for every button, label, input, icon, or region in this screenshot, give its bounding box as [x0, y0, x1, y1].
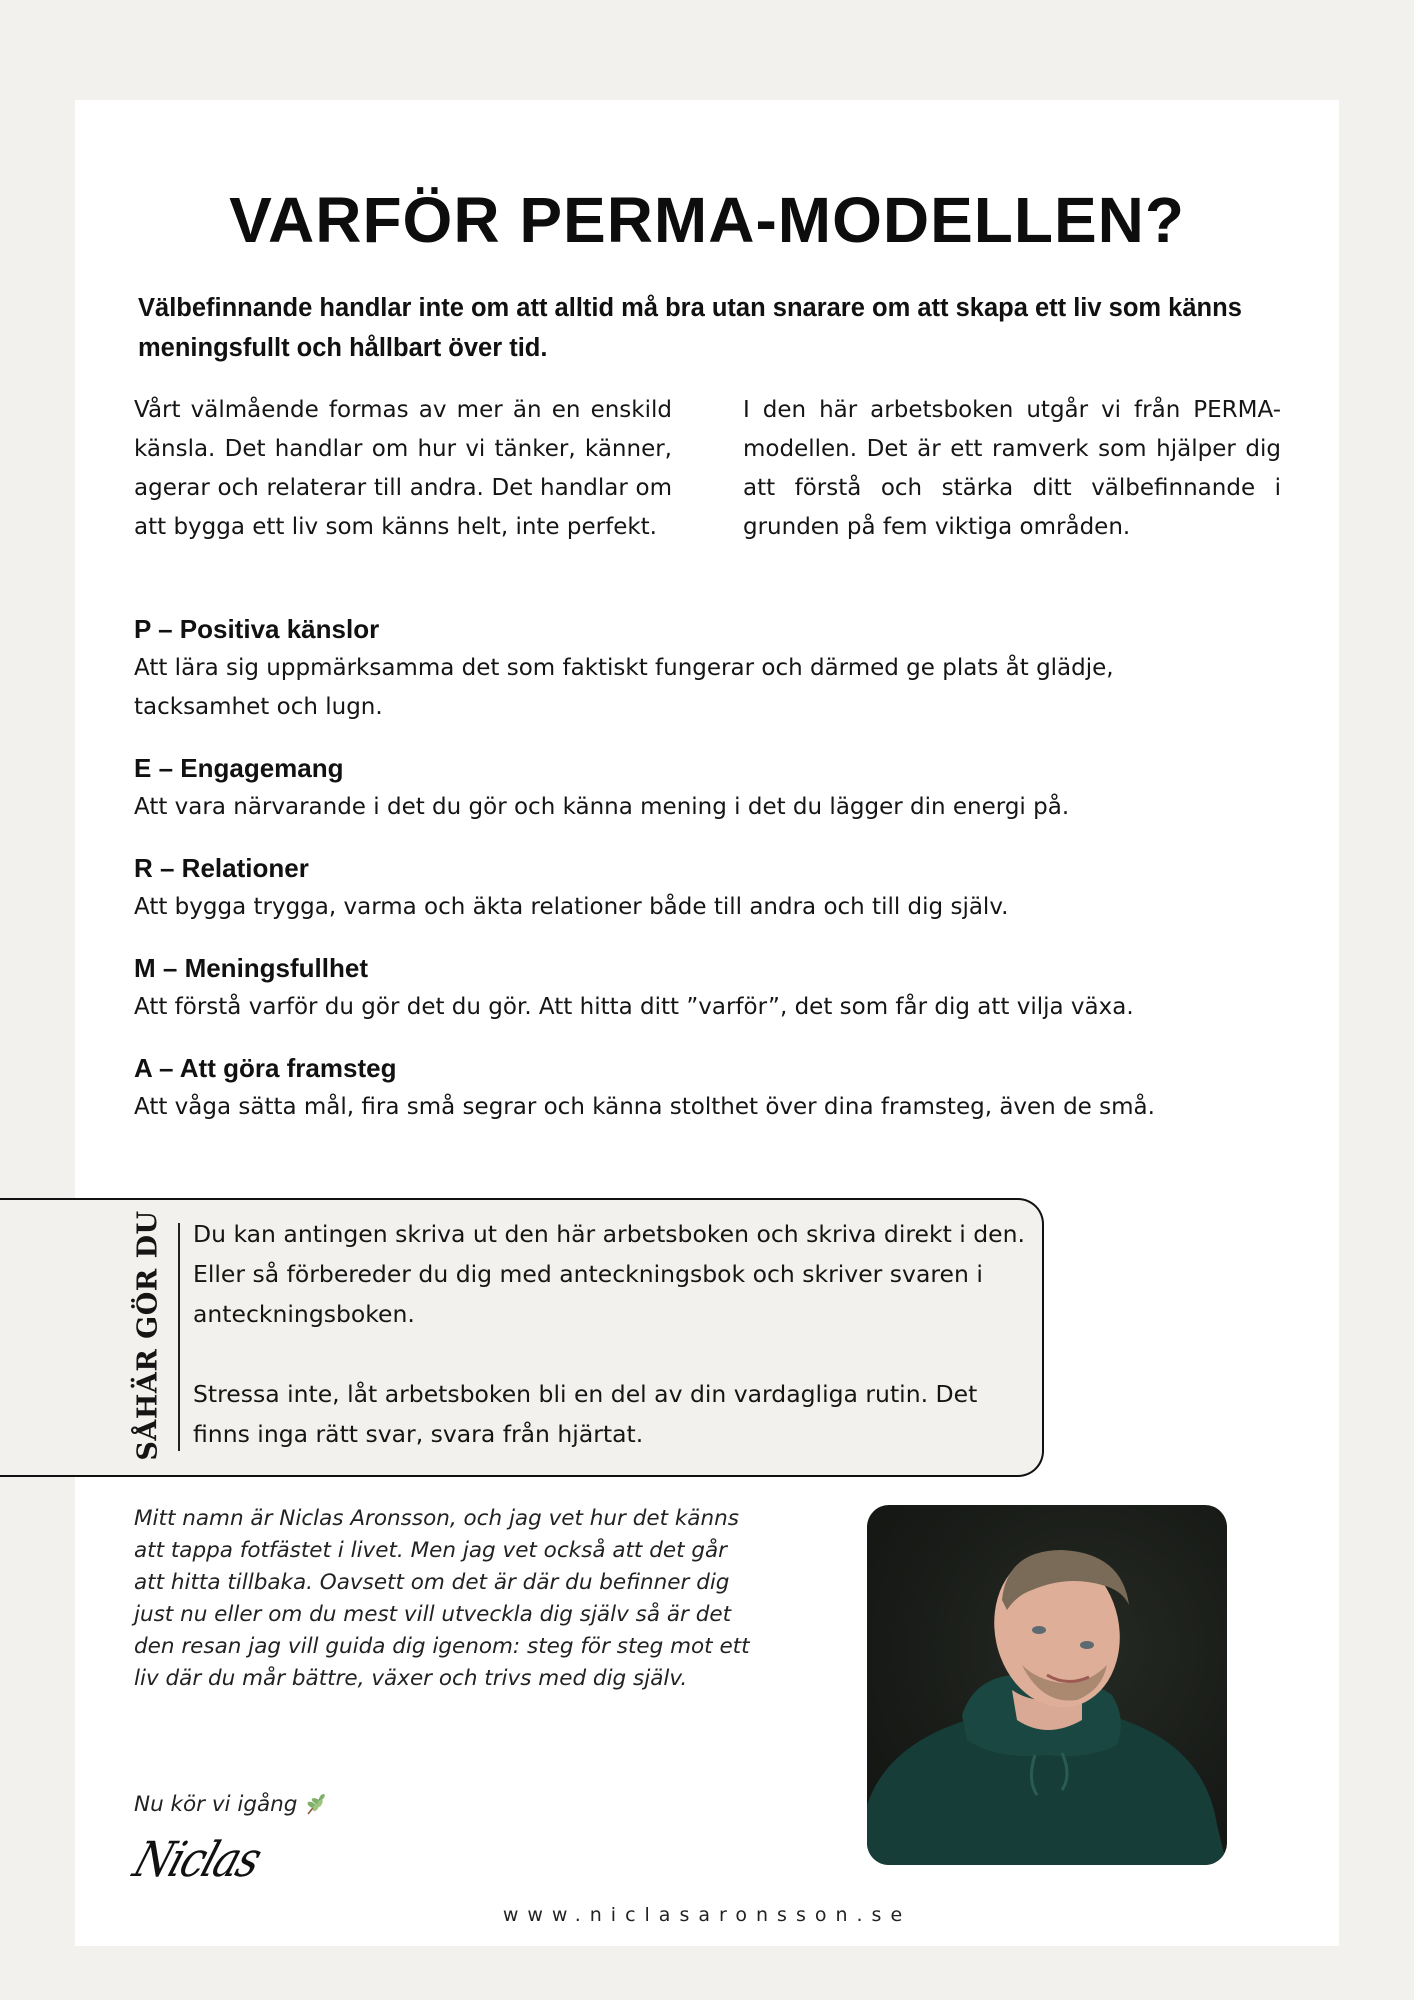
perma-text: Att förstå varför du gör det du gör. Att hitta ditt ”varför”, det som får dig att vilja växa.: [134, 994, 1134, 1020]
perma-item-positive-emotions: [134, 609, 1334, 727]
signature: Niclas: [127, 1831, 268, 1888]
howto-divider: [178, 1223, 180, 1451]
howto-paragraph: Stressa inte, låt arbetsboken bli en del av din vardagliga rutin. Det finns inga rätt svar, svara från hjärtat.: [193, 1380, 978, 1448]
perma-heading: R – Relationer: [134, 853, 309, 883]
perma-text: Att bygga trygga, varma och äkta relationer både till andra och till dig själv.: [134, 894, 1009, 920]
lead-paragraph: Välbefinnande handlar inte om att alltid må bra utan snarare om att skapa ett liv som känns meningsfullt och hållbart över tid.: [138, 294, 1242, 362]
perma-item-engagement: [134, 748, 1334, 827]
perma-item-accomplishment: [134, 1048, 1334, 1127]
howto-paragraph: Du kan antingen skriva ut den här arbetsboken och skriva direkt i den. Eller så förbereder du dig med anteckningsbok och skriver svaren i anteckningsboken.: [193, 1220, 1026, 1328]
footer-website-link[interactable]: www.niclasaronsson.se: [502, 1904, 912, 1926]
greeting-text: Nu kör vi igång: [134, 1792, 298, 1817]
perma-item-relationships: [134, 848, 1334, 927]
leaf-icon: [303, 1793, 327, 1817]
author-bio: Mitt namn är Niclas Aronsson, och jag vet hur det känns att tappa fotfästet i livet. Men jag vet också att det går att hitta tillbaka. Oavsett om det är där du befinner dig just nu eller om du mest vill utveckla dig själv så är det den resan jag vill guida dig igenom: steg för steg mot ett liv där du mår bättre, växer och trivs med dig själv.: [134, 1506, 750, 1691]
perma-text: Att vara närvarande i det du gör och känna mening i det du lägger din energi på.: [134, 794, 1070, 820]
perma-item-meaning: [134, 948, 1334, 1027]
perma-heading: P – Positiva känslor: [134, 614, 380, 644]
howto-label-text: SÅHÄR GÖR DU: [132, 1210, 164, 1461]
howto-text: [193, 1214, 1033, 1454]
perma-list: [134, 609, 1334, 1148]
perma-heading: A – Att göra framsteg: [134, 1053, 397, 1083]
greeting: [134, 1789, 327, 1821]
author-photo: [867, 1505, 1227, 1865]
perma-text: Att lära sig uppmärksamma det som faktiskt fungerar och därmed ge plats åt glädje, tacksamhet och lugn.: [134, 655, 1114, 720]
perma-heading: E – Engagemang: [134, 753, 344, 783]
intro-right-column: I den här arbetsboken utgår vi från PERMA-modellen. Det är ett ramverk som hjälper dig att förstå och stärka ditt välbefinnande i grunden på fem viktiga områden.: [743, 397, 1281, 540]
howto-label: [132, 1210, 164, 1461]
perma-text: Att våga sätta mål, fira små segrar och känna stolthet över dina framsteg, även de små.: [134, 1094, 1155, 1120]
intro-left-column: Vårt välmående formas av mer än en enskild känsla. Det handlar om hur vi tänker, känner, agerar och relaterar till andra. Det handlar om att bygga ett liv som känns helt, inte perfekt.: [134, 397, 672, 540]
perma-heading: M – Meningsfullhet: [134, 953, 368, 983]
page-title: VARFÖR PERMA-MODELLEN?: [229, 184, 1185, 256]
